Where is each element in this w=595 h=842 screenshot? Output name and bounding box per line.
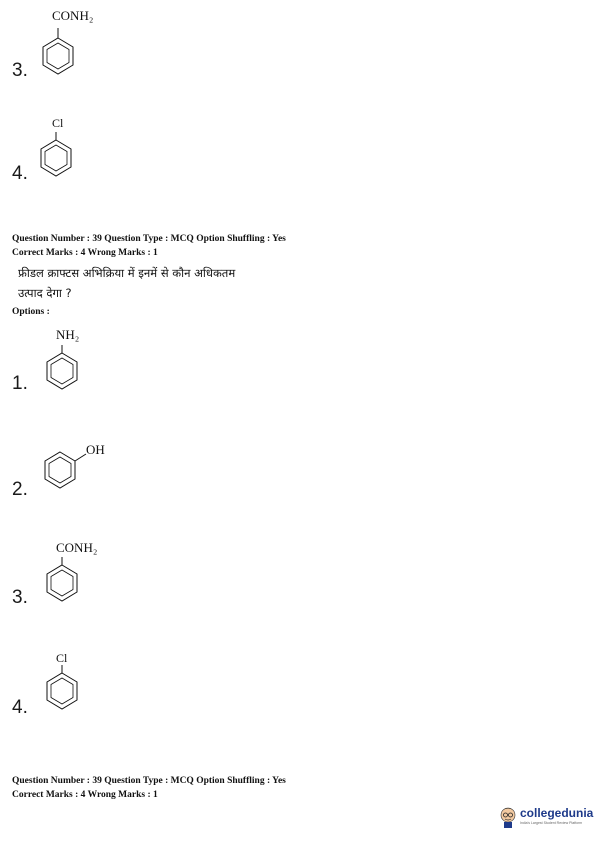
benzene-ring-icon: [42, 446, 92, 492]
substituent-label: OH: [86, 442, 105, 457]
substituent-label: CONH₂: [52, 8, 94, 23]
logo-tagline: India's Largest Student Review Platform: [520, 821, 583, 825]
benzene-ring-icon: [44, 345, 80, 393]
benzene-ring-icon: [38, 132, 74, 180]
option-number: 3.: [12, 587, 28, 608]
question-meta: Question Number : 39 Question Type : MCQ Option Shuffling : Yes: [12, 234, 286, 244]
mascot-icon: [498, 803, 518, 829]
option-number: 1.: [12, 373, 28, 394]
option-number: 4.: [12, 697, 28, 718]
benzene-ring-icon: [44, 665, 80, 713]
substituent-label: CONH₂: [56, 540, 98, 555]
question-text-line1: फ्रीडल क्राफ्टस अभिक्रिया में इनमें से कौन अधिकतम: [18, 266, 236, 280]
options-label: Options :: [12, 307, 50, 317]
substituent-label: Cl: [52, 116, 64, 130]
collegedunia-logo: [498, 803, 594, 829]
logo-wordmark: collegedunia: [520, 806, 594, 820]
marks-meta: Correct Marks : 4 Wrong Marks : 1: [12, 790, 158, 800]
substituent-label: Cl: [56, 651, 68, 665]
substituent-label: NH₂: [56, 327, 80, 342]
question-meta: Question Number : 39 Question Type : MCQ Option Shuffling : Yes: [12, 776, 286, 786]
marks-meta: Correct Marks : 4 Wrong Marks : 1: [12, 248, 158, 258]
question-text-line2: उत्पाद देगा ?: [18, 286, 72, 300]
option-number: 3.: [12, 60, 28, 81]
option-number: 2.: [12, 479, 28, 500]
benzene-ring-icon: [44, 557, 80, 605]
option-number: 4.: [12, 163, 28, 184]
benzene-ring-icon: [40, 28, 76, 78]
